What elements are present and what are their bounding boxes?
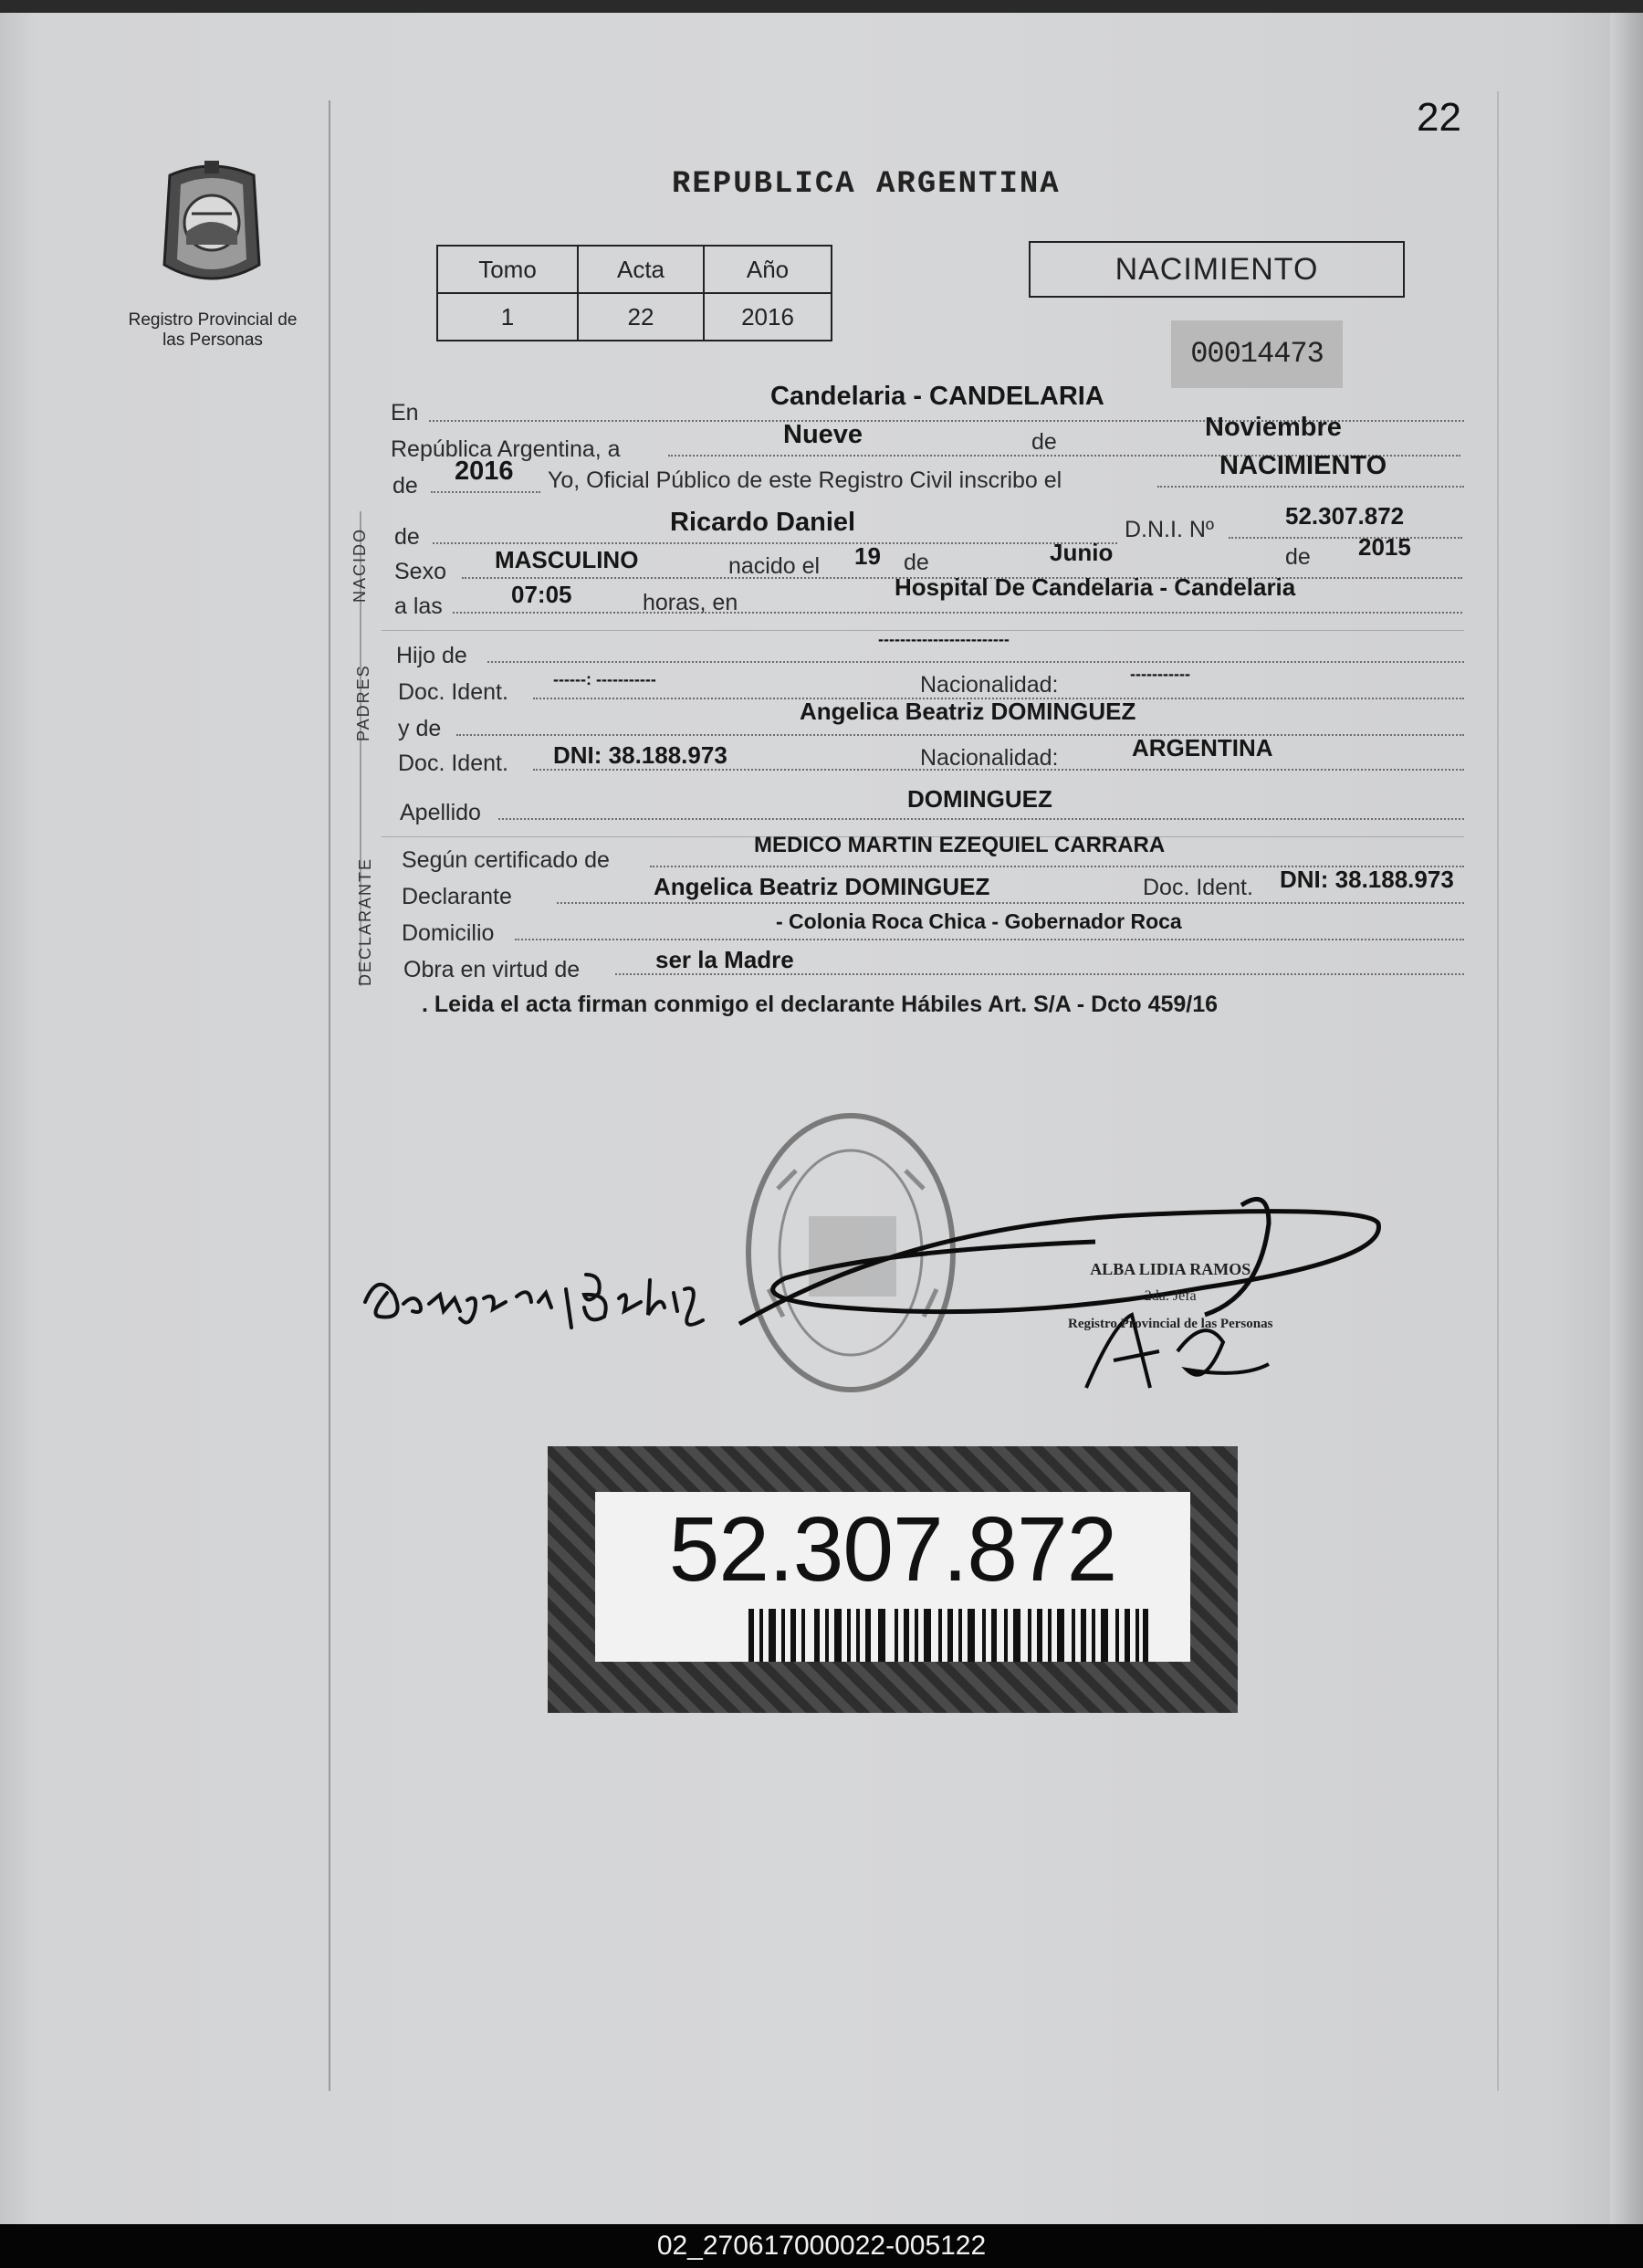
- scan-right-edge: [1610, 13, 1643, 2224]
- intro-act-word: NACIMIENTO: [1219, 451, 1387, 480]
- official-role: 2da. Jefa: [1144, 1288, 1197, 1304]
- agency-caption: Registro Provincial de las Personas: [128, 310, 298, 350]
- dni-label: D.N.I. Nº: [1125, 517, 1215, 542]
- mother-name: Angelica Beatriz DOMINGUEZ: [800, 698, 1136, 725]
- closing-statement: . Leida el acta firman conmigo el declarante Hábiles Art. S/A - Dcto 459/16: [422, 992, 1219, 1017]
- birth-month: Junio: [1050, 539, 1114, 566]
- intro-de1: de: [1031, 429, 1057, 455]
- acta-header: Acta: [578, 246, 704, 293]
- province-seal-icon: [150, 157, 274, 294]
- father-name: ------------------------: [878, 630, 1010, 648]
- declarante-name: Angelica Beatriz DOMINGUEZ: [654, 873, 990, 900]
- father-doc: ------: -----------: [553, 670, 656, 688]
- barcode-label: [595, 1492, 1190, 1662]
- child-name: Ricardo Daniel: [670, 508, 856, 537]
- birth-de1: de: [904, 550, 929, 575]
- left-margin-line: [329, 100, 330, 2091]
- nacido-el-label: nacido el: [728, 553, 821, 579]
- tomo-value: 1: [437, 293, 578, 341]
- hijo-label: Hijo de: [396, 643, 467, 668]
- yde-label: y de: [398, 716, 442, 741]
- alas-label: a las: [394, 593, 443, 619]
- mother-nat-label: Nacionalidad:: [920, 745, 1059, 771]
- domicilio-label: Domicilio: [402, 920, 495, 946]
- declarant-signature: [360, 1238, 706, 1348]
- intro-month: Noviembre: [1205, 413, 1342, 442]
- obra-value: ser la Madre: [655, 946, 794, 973]
- mother-nationality: ARGENTINA: [1132, 734, 1273, 761]
- domicilio-value: - Colonia Roca Chica - Gobernador Roca: [776, 909, 1182, 933]
- page-number: 22: [1417, 95, 1461, 140]
- intro-year: 2016: [455, 457, 514, 486]
- register-table: [436, 245, 832, 341]
- declarante-section-label: DECLARANTE: [356, 856, 374, 986]
- cert-value: MEDICO MARTIN EZEQUIEL CARRARA: [754, 833, 1166, 857]
- cert-label: Según certificado de: [402, 847, 610, 873]
- tomo-header: Tomo: [437, 246, 578, 293]
- acta-value: 22: [578, 293, 704, 341]
- apellido-label: Apellido: [400, 800, 481, 825]
- barcode-sticker: [548, 1446, 1238, 1713]
- republica-label: República Argentina, a: [391, 436, 621, 462]
- document-title: REPUBLICA ARGENTINA: [672, 167, 1061, 202]
- birth-year: 2015: [1358, 533, 1411, 561]
- anio-header: Año: [704, 246, 832, 293]
- barcode-number: 52.307.872: [668, 1498, 1117, 1601]
- anio-value: 2016: [704, 293, 832, 341]
- nacido-section-label: NACIDO: [351, 527, 369, 603]
- father-nat-label: Nacionalidad:: [920, 672, 1059, 698]
- scan-footer-id: 02_270617000022-005122: [0, 2224, 1643, 2268]
- sexo-label: Sexo: [394, 559, 446, 584]
- birth-place: Hospital De Candelaria - Candelaria: [895, 573, 1296, 601]
- father-doc-label: Doc. Ident.: [398, 679, 508, 705]
- right-margin-line: [1497, 91, 1499, 2091]
- birth-day: 19: [854, 542, 881, 570]
- scan-top-edge: [0, 0, 1643, 13]
- inscribe-text: Yo, Oficial Público de este Registro Civil inscribo el: [548, 467, 1062, 493]
- serial-number: 00014473: [1171, 320, 1343, 388]
- official-agency: Registro Provincial de las Personas: [1068, 1317, 1273, 1331]
- intro-place: Candelaria - CANDELARIA: [770, 382, 1104, 411]
- birth-time: 07:05: [511, 581, 572, 608]
- official-signature: [730, 1169, 1397, 1406]
- apellido-value: DOMINGUEZ: [907, 785, 1052, 813]
- declarante-label: Declarante: [402, 884, 512, 909]
- obra-label: Obra en virtud de: [403, 957, 581, 982]
- father-nationality: -----------: [1130, 665, 1190, 683]
- horas-label: horas, en: [643, 590, 738, 615]
- barcode-bars-icon: [748, 1609, 1150, 1662]
- intro-day: Nueve: [783, 420, 863, 449]
- official-block: [1068, 1255, 1272, 1338]
- mother-doc: DNI: 38.188.973: [553, 741, 727, 769]
- en-label: En: [391, 400, 419, 425]
- declarante-doc: DNI: 38.188.973: [1280, 866, 1454, 893]
- child-dni: 52.307.872: [1285, 502, 1405, 530]
- birth-de2: de: [1285, 544, 1311, 570]
- declarante-doc-label: Doc. Ident.: [1143, 875, 1253, 900]
- padres-section-label: PADRES: [354, 664, 372, 741]
- child-sex: MASCULINO: [495, 546, 639, 573]
- mother-doc-label: Doc. Ident.: [398, 751, 508, 776]
- act-type-box: NACIMIENTO: [1029, 241, 1405, 298]
- official-name: ALBA LIDIA RAMOS: [1090, 1260, 1251, 1278]
- nacido-de-label: de: [394, 524, 420, 550]
- intro-de2: de: [392, 473, 418, 499]
